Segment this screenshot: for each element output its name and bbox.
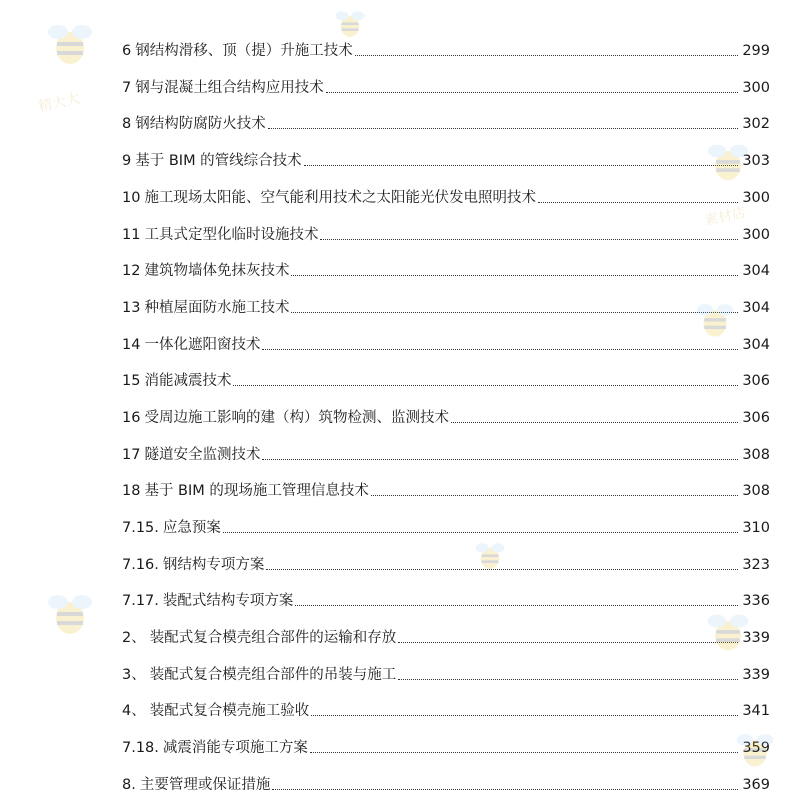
toc-entry-page: 304 [742,263,770,279]
toc-entry-number: 12 [122,263,141,279]
toc-entry-page: 339 [742,630,770,646]
toc-entry-number: 13 [122,300,141,316]
dot-leader [262,349,738,350]
dot-leader [266,569,738,570]
dot-leader [398,642,738,643]
dot-leader [295,605,738,606]
toc-entry-page: 302 [742,116,770,132]
toc-entry-title: 受周边施工影响的建（构）筑物检测、监测技术 [144,410,449,426]
toc-entry-page: 308 [742,483,770,499]
toc-entry-number: 14 [122,337,141,353]
toc-entry-page: 308 [742,447,770,463]
toc-entry-number: 15 [122,373,141,389]
toc-entry[interactable] [122,291,770,317]
dot-leader [398,679,738,680]
dot-leader [310,752,738,753]
dot-leader [355,55,738,56]
toc-entry-page: 336 [742,593,770,609]
toc-entry-number: 9 [122,153,132,169]
toc-entry-title: 工具式定型化临时设施技术 [144,227,319,243]
dot-leader [291,312,738,313]
toc-entry-number: 16 [122,410,141,426]
toc-entry[interactable] [122,694,770,720]
toc-entry[interactable] [122,474,770,500]
toc-entry[interactable] [122,107,770,133]
toc-entry[interactable] [122,584,770,610]
dot-leader [371,495,738,496]
toc-entry-page: 300 [742,190,770,206]
toc-entry-title: 应急预案 [162,520,221,536]
dot-leader [304,165,738,166]
toc-entry-number: 7.17. [122,593,159,609]
toc-entry-title: 减震消能专项施工方案 [162,740,308,756]
watermark-sub: 素材店 [703,204,748,230]
toc-entry[interactable] [122,34,770,60]
toc-entry-page: 299 [742,43,770,59]
toc-entry-page: 304 [742,337,770,353]
toc-entry-title: 装配式复合模壳组合部件的吊装与施工 [149,667,397,683]
toc-entry[interactable] [122,438,770,464]
toc-entry-page: 300 [742,80,770,96]
dot-leader [326,92,738,93]
toc-entry-title: 钢结构专项方案 [162,557,265,573]
dot-leader [538,202,738,203]
toc-entry[interactable] [122,181,770,207]
toc-entry-number: 7.16. [122,557,159,573]
toc-entry-title: 施工现场太阳能、空气能利用技术之太阳能光伏发电照明技术 [144,190,536,206]
toc-entry-title: 基于 BIM 的管线综合技术 [135,153,302,169]
toc-entry[interactable] [122,364,770,390]
toc-entry-number: 7.18. [122,740,159,756]
toc-entry-number: 7.15. [122,520,159,536]
toc-entry-title: 主要管理或保证措施 [139,777,271,793]
dot-leader [311,715,738,716]
toc-entry-page: 310 [742,520,770,536]
dot-leader [268,128,738,129]
toc-entry[interactable] [122,621,770,647]
toc-entry-number: 6 [122,43,132,59]
toc-entry-page: 369 [742,777,770,793]
dot-leader [262,459,738,460]
toc-entry-title: 装配式复合模壳组合部件的运输和存放 [149,630,397,646]
toc-entry-number: 10 [122,190,141,206]
toc-entry[interactable] [122,548,770,574]
toc-entry-page: 323 [742,557,770,573]
toc-entry[interactable] [122,254,770,280]
toc-entry-page: 304 [742,300,770,316]
watermark-brand: 精大大 [37,90,82,116]
dot-leader [233,385,738,386]
toc-entry[interactable] [122,731,770,757]
toc-entry-number: 3、 [122,667,146,683]
toc-entry-title: 钢与混凝土组合结构应用技术 [135,80,324,96]
toc-entry-page: 339 [742,667,770,683]
toc-entry-number: 8 [122,116,132,132]
toc-entry-number: 2、 [122,630,146,646]
toc-entry[interactable] [122,218,770,244]
toc-entry-title: 隧道安全监测技术 [144,447,261,463]
toc-entry[interactable] [122,144,770,170]
toc-entry-page: 306 [742,373,770,389]
toc-entry-title: 种植屋面防水施工技术 [144,300,290,316]
toc-entry-page: 303 [742,153,770,169]
toc-entry-number: 4、 [122,703,146,719]
toc-entry[interactable] [122,401,770,427]
toc-entry-title: 钢结构滑移、顶（提）升施工技术 [135,43,353,59]
toc-entry-title: 消能减震技术 [144,373,232,389]
toc-entry-title: 建筑物墙体免抹灰技术 [144,263,290,279]
toc-entry-number: 7 [122,80,132,96]
dot-leader [291,275,738,276]
dot-leader [451,422,738,423]
toc-entry-page: 300 [742,227,770,243]
toc-entry-title: 装配式结构专项方案 [162,593,294,609]
toc-entry-title: 钢结构防腐防火技术 [135,116,266,132]
toc-entry[interactable] [122,511,770,537]
dot-leader [223,532,738,533]
toc-entry-title: 一体化遮阳窗技术 [144,337,261,353]
toc-entry-title: 基于 BIM 的现场施工管理信息技术 [144,483,369,499]
dot-leader [320,239,738,240]
toc-entry[interactable] [122,658,770,684]
toc-entry-number: 18 [122,483,141,499]
toc-entry[interactable] [122,71,770,97]
toc-entry[interactable] [122,328,770,354]
dot-leader [272,789,738,790]
toc-entry[interactable] [122,768,770,794]
toc-entry-page: 341 [742,703,770,719]
toc-entry-page: 306 [742,410,770,426]
toc-entry-number: 8. [122,777,136,793]
toc-entry-number: 11 [122,227,141,243]
toc-entry-title: 装配式复合模壳施工验收 [149,703,310,719]
toc-entry-number: 17 [122,447,141,463]
toc-entry-page: 359 [742,740,770,756]
